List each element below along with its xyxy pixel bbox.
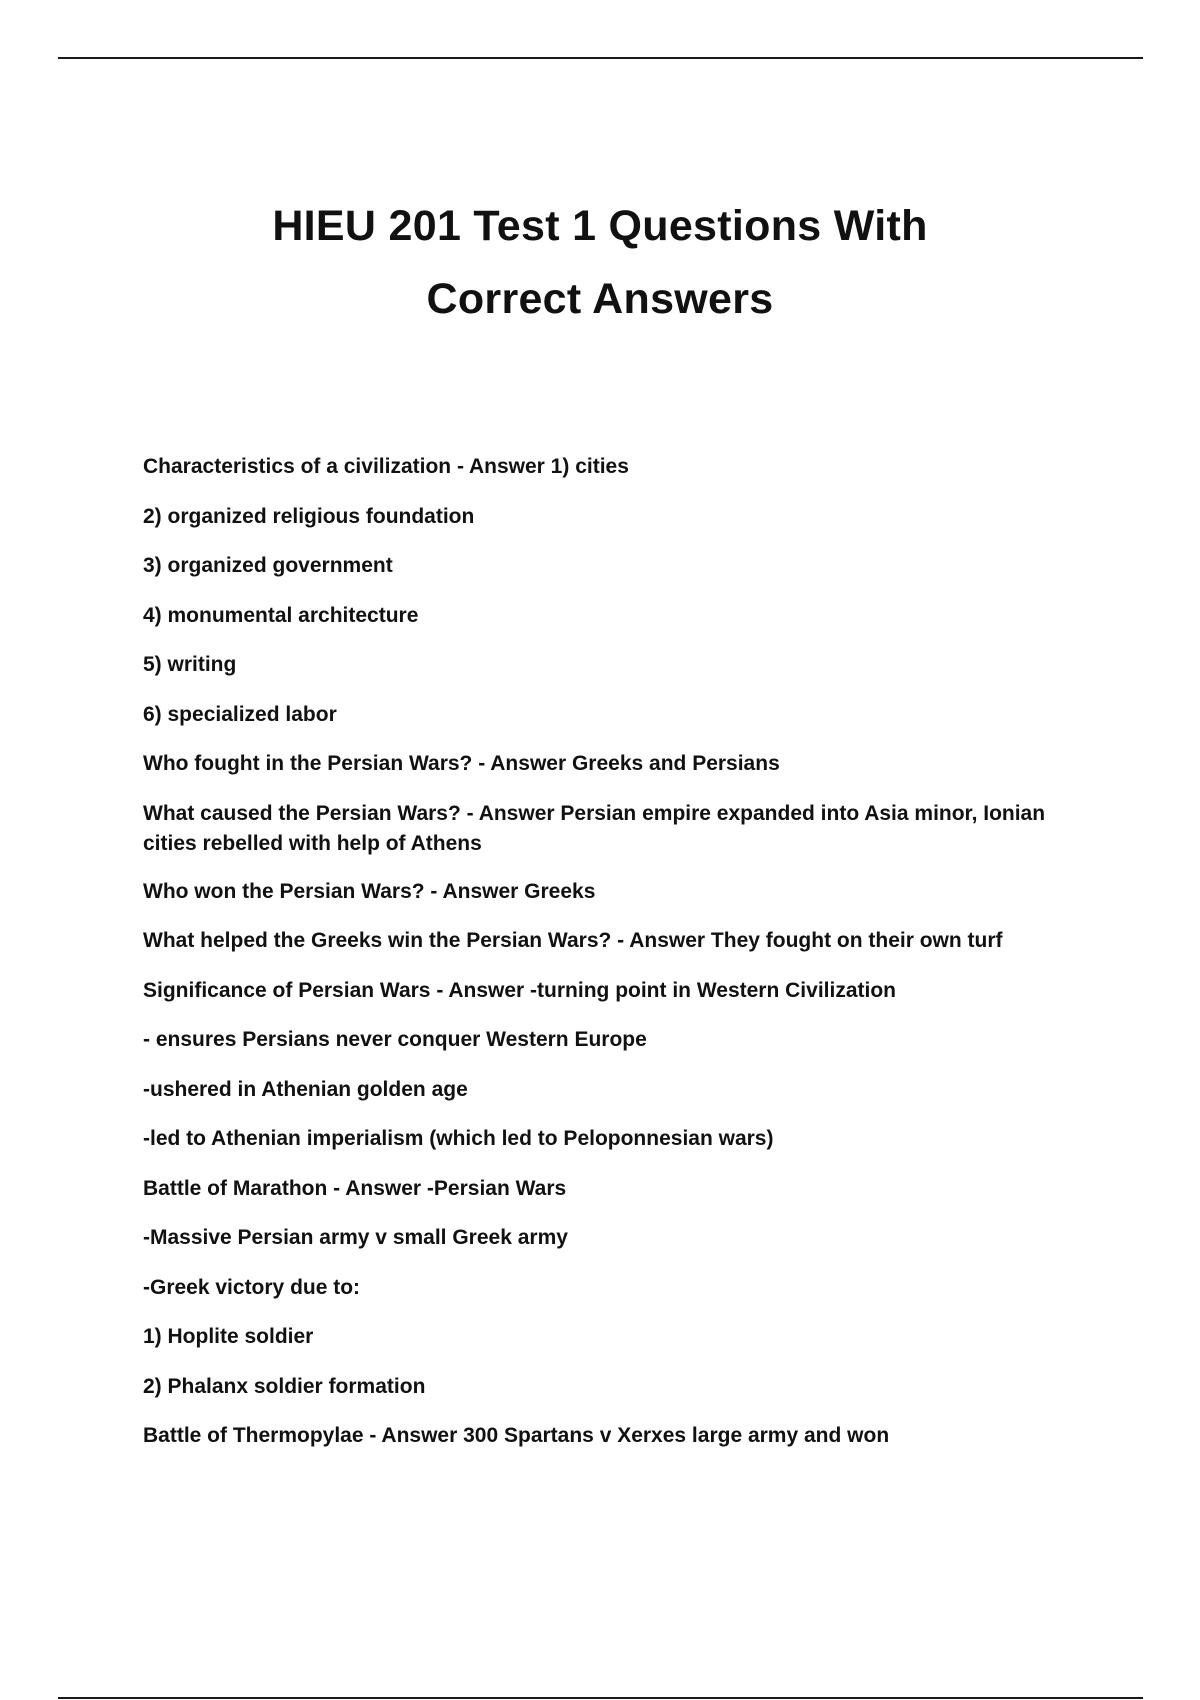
qa-line: -Greek victory due to: [143, 1275, 361, 1299]
qa-line: What caused the Persian Wars? - Answer Persian empire expanded into Asia minor, Ionian cities rebelled with help of Athens [143, 801, 1046, 855]
qa-line: 5) writing [143, 653, 237, 676]
qa-line: 2) Phalanx soldier formation [143, 1374, 426, 1398]
qa-line: -ushered in Athenian golden age [143, 1077, 468, 1101]
qa-line: 6) specialized labor [143, 702, 337, 726]
qa-line: What helped the Greeks win the Persian Wars? - Answer They fought on their own turf [143, 929, 1003, 952]
page-title [0, 190, 1200, 336]
title-line-2: Correct Answers [426, 275, 774, 323]
qa-line: -led to Athenian imperialism (which led to Peloponnesian wars) [143, 1127, 774, 1150]
bottom-rule [58, 1697, 1143, 1699]
qa-line: Battle of Marathon - Answer -Persian Wars [143, 1176, 567, 1200]
title-line-1: HIEU 201 Test 1 Questions With [272, 202, 928, 250]
qa-line: Battle of Thermopylae - Answer 300 Spartans v Xerxes large army and won [143, 1424, 890, 1447]
top-rule [58, 57, 1143, 59]
qa-line: 1) Hoplite soldier [143, 1325, 314, 1348]
qa-line: -Massive Persian army v small Greek army [143, 1226, 568, 1249]
qa-line: Who won the Persian Wars? - Answer Greeks [143, 879, 596, 903]
qa-line: Who fought in the Persian Wars? - Answer Greeks and Persians [143, 752, 780, 775]
qa-line: - ensures Persians never conquer Western Europe [143, 1028, 647, 1051]
qa-line: 3) organized government [143, 554, 393, 577]
qa-line: Characteristics of a civilization - Answer 1) cities [143, 455, 629, 478]
qa-line: 2) organized religious foundation [143, 504, 475, 528]
qa-line: Significance of Persian Wars - Answer -turning point in Western Civilization [143, 978, 896, 1002]
qa-line: 4) monumental architecture [143, 603, 419, 627]
qa-content [143, 452, 1073, 1471]
